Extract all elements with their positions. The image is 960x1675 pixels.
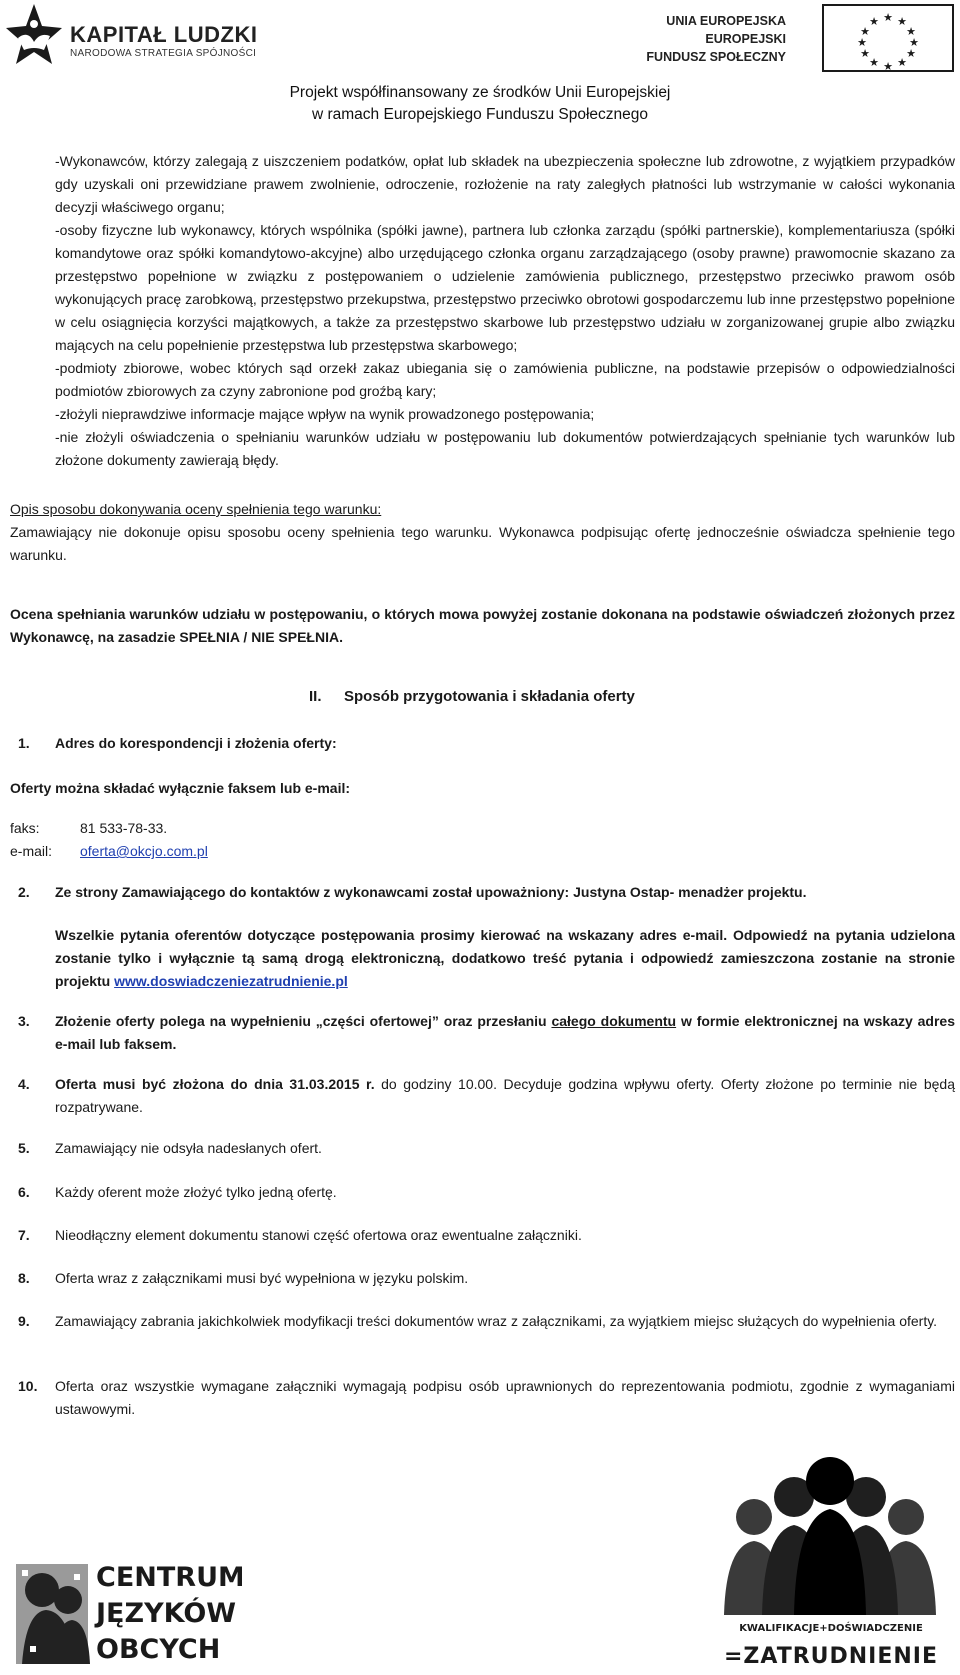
exclusion-item: -złożyli nieprawdziwe informacje mające wpływ na wynik prowadzonego postępowania;: [55, 406, 595, 422]
project-website-link[interactable]: www.doswiadczeniezatrudnienie.pl: [114, 973, 348, 989]
item6-text: Każdy oferent może złożyć tylko jedną ofertę.: [55, 1184, 337, 1200]
item1-title: Adres do korespondencji i złożenia oferty:: [55, 735, 337, 751]
svg-text:★: ★: [906, 25, 916, 38]
cjo-line3: OBCYCH: [96, 1634, 221, 1665]
ue-line2: EUROPEJSKI: [705, 32, 786, 46]
fax-label: faks:: [10, 820, 40, 836]
centrum-jezykow-obcych-logo: [12, 1550, 242, 1670]
email-label: e-mail:: [10, 843, 53, 859]
item2-paragraph: [55, 924, 955, 993]
exclusion-item: -osoby fizyczne lub wykonawcy, których wspólnika (spółki jawne), partnera lub członka zarządu (spółki partnerskie), komplementariusza (spółki komandytowe oraz spółki komandytowo-akcyjne) albo urzędującego członka organu zarządzającego (osoby prawne) prawomocnie skazano za przestępstwo popełnione w związku z postępowaniem o udzielenie zamówienia publicznego, przestępstwo przeciwko prawom osób wykonujących pracę zarobkową, przestępstwo przekupstwa, przestępstwo przeciwko obrotowi gospodarczemu lub inne przestępstwo popełnione w celu osiągnięcia korzyści majątkowych, a także za przestępstwo skarbowe lub przestępstwo udziału w zorganizowanej grupie albo związku mających na celu popełnienie przestępstwa lub przestępstwa skarbowego;: [55, 222, 955, 353]
email-link[interactable]: oferta@okcjo.com.pl: [80, 843, 208, 859]
item4-bold: Oferta musi być złożona do dnia 31.03.2015 r.: [55, 1076, 375, 1092]
kz-line1: KWALIFIKACJE+DOŚWIADCZENIE: [739, 1623, 923, 1634]
item-number: 9.: [18, 1313, 30, 1329]
people-silhouettes-logo-icon: [706, 1445, 956, 1670]
item-number: 5.: [18, 1140, 30, 1156]
assessment-heading: Opis sposobu dokonywania oceny spełnienia tego warunku:: [10, 501, 382, 517]
cjo-line2: JĘZYKÓW: [96, 1598, 237, 1629]
assessment-text: Zamawiający nie dokonuje opisu sposobu oceny spełnienia tego warunku. Wykonawca podpisując ofertę jednocześnie oświadcza spełnienie tego warunku.: [10, 524, 955, 563]
item-number: 6.: [18, 1184, 30, 1200]
kz-line2: =ZATRUDNIENIE: [723, 1644, 939, 1669]
item-number: 10.: [18, 1378, 38, 1394]
item-number: 3.: [18, 1013, 30, 1029]
ue-line3: FUNDUSZ SPOŁECZNY: [646, 50, 786, 64]
ue-line1: UNIA EUROPEJSKA: [666, 14, 786, 28]
item4-rest: do godziny 10.00. Decyduje godzina wpływu oferty. Oferty złożone po terminie nie będą rozpatrywane.: [55, 1076, 956, 1115]
svg-text:★: ★: [869, 56, 879, 69]
eu-flag: [822, 4, 954, 72]
svg-text:★: ★: [883, 11, 893, 24]
item4-text: [55, 1073, 955, 1119]
svg-text:★: ★: [906, 47, 916, 60]
exclusion-item: -Wykonawców, którzy zalegają z uiszczeniem podatków, opłat lub składek na ubezpieczenia społeczne lub zdrowotne, z wyjątkiem przypadków gdy uzyskali oni przewidziane prawem zwolnienie, odroczenie, rozłożenie na raty zaległych płatności lub wstrzymanie w całości wykonania decyzji właściwego organu;: [55, 153, 955, 215]
svg-text:★: ★: [860, 25, 870, 38]
item8-text: Oferta wraz z załącznikami musi być wypełniona w języku polskim.: [55, 1270, 469, 1286]
exclusion-item: -nie złożyli oświadczenia o spełnianiu warunków udziału w postępowaniu lub dokumentów potwierdzających spełnianie tych warunków lub złożone dokumenty zawierają błędy.: [55, 429, 955, 468]
item-number: 4.: [18, 1076, 30, 1092]
item3-underlined: całego dokumentu: [551, 1013, 677, 1029]
cjo-line1: CENTRUM: [96, 1562, 242, 1593]
svg-text:★: ★: [883, 60, 893, 72]
item3-part1: Złożenie oferty polega na wypełnieniu „części ofertowej” oraz przesłaniu: [55, 1013, 547, 1029]
item-number: 2.: [18, 884, 30, 900]
svg-text:★: ★: [857, 36, 867, 49]
eu-stars-flag-icon: [822, 4, 954, 72]
item10-text: Oferta oraz wszystkie wymagane załączniki wymagają podpisu osób uprawnionych do reprezentowania podmiotu, zgodnie z wymaganiami ustawowymi.: [55, 1378, 955, 1417]
item-number: 8.: [18, 1270, 30, 1286]
item-number: 7.: [18, 1227, 30, 1243]
item9-text: Zamawiający zabrania jakichkolwiek modyfikacji treści dokumentów wraz z załącznikami, za wyjątkiem miejsc służących do wypełnienia oferty.: [55, 1313, 938, 1329]
item5-text: Zamawiający nie odsyła nadesłanych ofert.: [55, 1140, 322, 1156]
svg-text:★: ★: [860, 47, 870, 60]
fax-value: 81 533-78-33.: [80, 820, 168, 836]
svg-text:★: ★: [869, 15, 879, 28]
section-title: Sposób przygotowania i składania oferty: [344, 688, 635, 705]
project-line-1: Projekt współfinansowany ze środków Unii Europejskiej: [289, 84, 671, 101]
project-line-2: w ramach Europejskiego Funduszu Społecznego: [311, 106, 649, 123]
item-number: 1.: [18, 735, 30, 751]
silhouette-logo-icon: [12, 1550, 242, 1670]
item2-para-text: Wszelkie pytania oferentów dotyczące postępowania prosimy kierować na wskazany adres e-mail. Odpowiedź na pytania udzielona zostanie tylko i wyłącznie tą samą drogą elektroniczną, dodatkowo treść pytania i odpowiedź zamieszczona zostanie na stronie projektu: [55, 927, 955, 989]
section-roman: II.: [309, 688, 322, 705]
ue-text-block: [646, 12, 786, 66]
svg-text:★: ★: [897, 56, 907, 69]
svg-text:★: ★: [909, 36, 919, 49]
item3-part2: w formie elektronicznej na wskazy adres e-mail lub faksem.: [55, 1013, 956, 1052]
item1-subtitle: Oferty można składać wyłącznie faksem lub e-mail:: [10, 780, 351, 796]
svg-text:★: ★: [897, 15, 907, 28]
kapital-ludzki-title: KAPITAŁ LUDZKI: [70, 22, 258, 47]
exclusion-item: -podmioty zbiorowe, wobec których sąd orzekł zakaz ubiegania się o zamówienia publiczne, na podstawie przepisów o odpowiedzialności podmiotów zbiorowych za czyny zabronione pod groźbą kary;: [55, 360, 955, 399]
item7-text: Nieodłączny element dokumentu stanowi część ofertowa oraz ewentualne załączniki.: [55, 1227, 582, 1243]
item3-text: [55, 1010, 955, 1056]
assessment-statement: Ocena spełniania warunków udziału w postępowaniu, o których mowa powyżej zostanie dokonana na podstawie oświadczeń złożonych przez Wykonawcę, na zasadzie SPEŁNIA / NIE SPEŁNIA.: [10, 606, 955, 645]
item2-text: Ze strony Zamawiającego do kontaktów z wykonawcami został upoważniony: Justyna Ostap- menadżer projektu.: [55, 884, 807, 900]
star-hands-logo-icon: [4, 2, 64, 72]
kapital-ludzki-subtitle: NARODOWA STRATEGIA SPÓJNOŚCI: [70, 48, 257, 59]
exclusions-list: [55, 150, 955, 472]
kwalifikacje-zatrudnienie-logo: [706, 1445, 956, 1670]
